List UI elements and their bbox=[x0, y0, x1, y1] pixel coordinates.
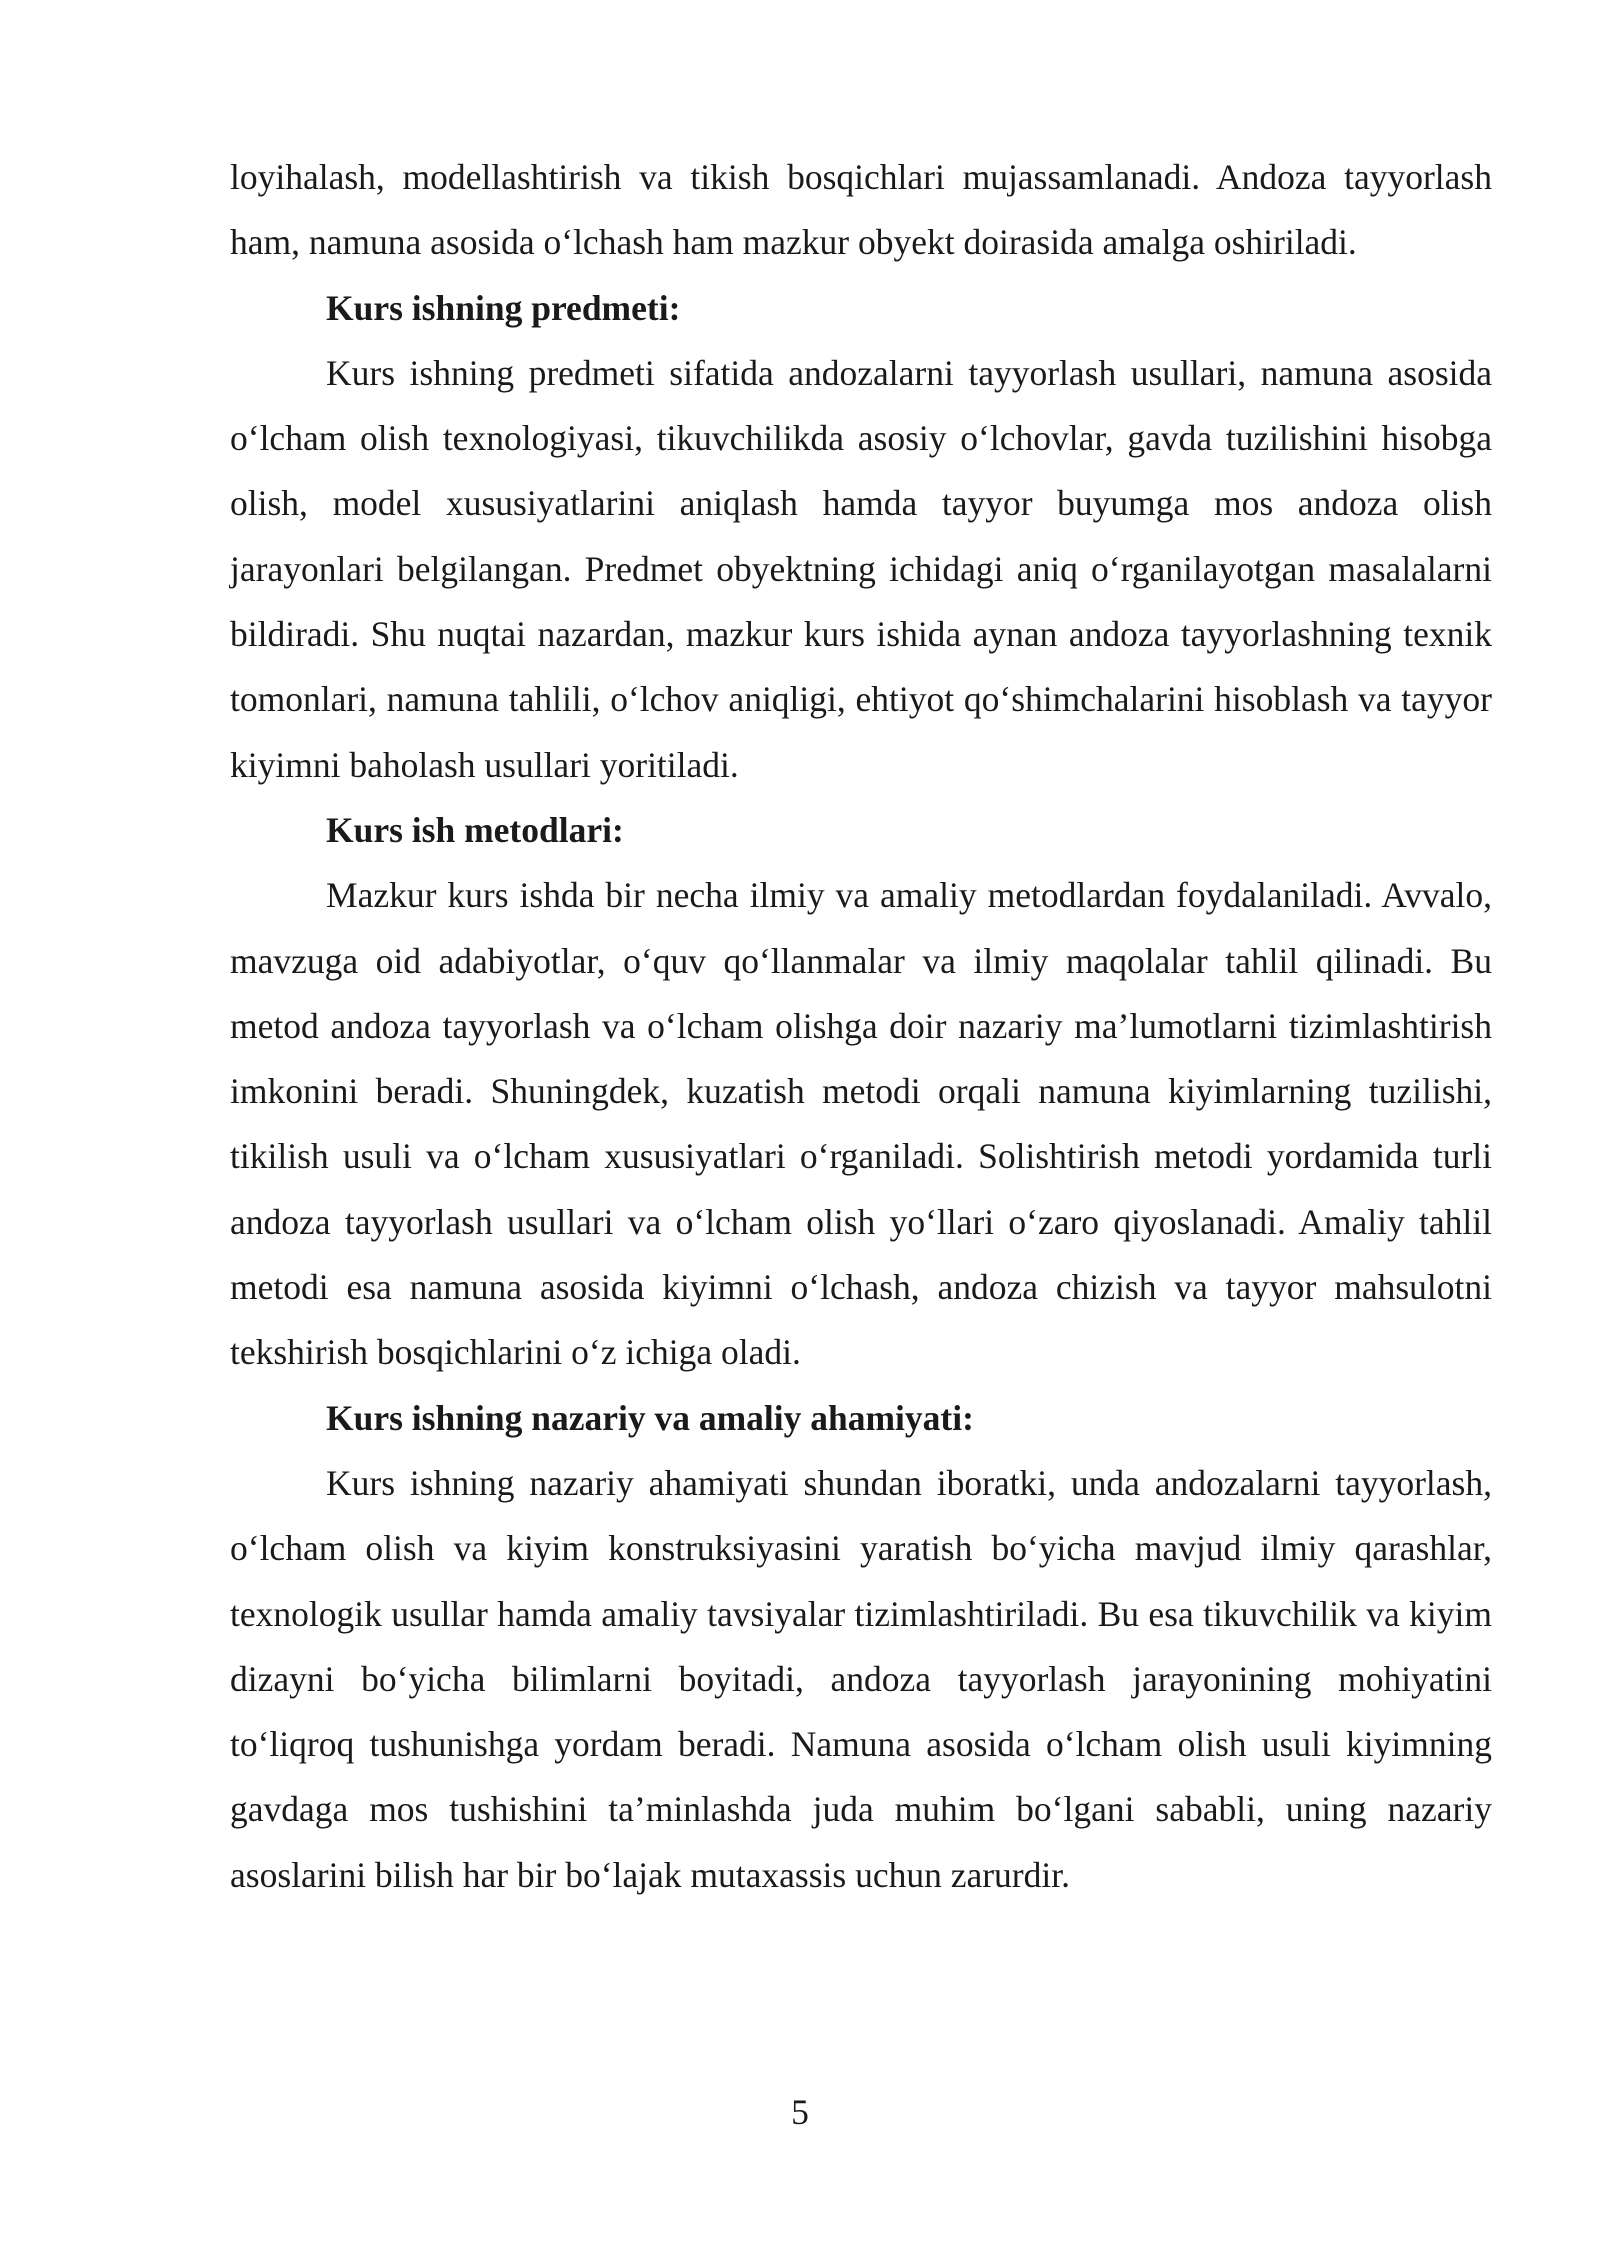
document-page bbox=[230, 145, 1492, 1908]
section-heading-metodlar: Kurs ish metodlari: bbox=[326, 809, 624, 850]
section-heading-ahamiyat: Kurs ishning nazariy va amaliy ahamiyati: bbox=[326, 1397, 974, 1438]
continuation-paragraph: loyihalash, modellashtirish va tikish bosqichlari mujassamlanadi. Andoza tayyorlash ham, namuna asosida o‘lchash ham mazkur obyekt doirasida amalga oshiriladi. bbox=[230, 157, 1492, 263]
section-body-ahamiyat: Kurs ishning nazariy ahamiyati shundan iboratki, unda andozalarni tayyorlash, o‘lcham olish va kiyim konstruksiyasini yaratish bo‘yicha mavjud ilmiy qarashlar, texnologik usullar hamda amaliy tavsiyalar tizimlashtiriladi. Bu esa tikuvchilik va kiyim dizayni bo‘yicha bilimlarni boyitadi, andoza tayyorlash jarayonining mohiyatini to‘liqroq tushunishga yordam beradi. Namuna asosida o‘lcham olish usuli kiyimning gavdaga mos tushishini ta’minlashda juda muhim bo‘lgani sababli, uning nazariy asoslarini bilish har bir bo‘lajak mutaxassis uchun zarurdir. bbox=[230, 1462, 1492, 1895]
section-heading-predmet: Kurs ishning predmeti: bbox=[326, 287, 681, 328]
page-number: 5 bbox=[791, 2092, 809, 2132]
section-body-predmet: Kurs ishning predmeti sifatida andozalarni tayyorlash usullari, namuna asosida o‘lcham olish texnologiyasi, tikuvchilikda asosiy o‘lchovlar, gavda tuzilishini hisobga olish, model xususiyatlarini aniqlash hamda tayyor buyumga mos andoza olish jarayonlari belgilangan. Predmet obyektning ichidagi aniq o‘rganilayotgan masalalarni bildiradi. Shu nuqtai nazardan, mazkur kurs ishida aynan andoza tayyorlashning texnik tomonlari, namuna tahlili, o‘lchov aniqligi, ehtiyot qo‘shimchalarini hisoblash va tayyor kiyimni baholash usullari yoritiladi. bbox=[230, 352, 1492, 785]
section-body-metodlar: Mazkur kurs ishda bir necha ilmiy va amaliy metodlardan foydalaniladi. Avvalo, mavzuga oid adabiyotlar, o‘quv qo‘llanmalar va ilmiy maqolalar tahlil qilinadi. Bu metod andoza tayyorlash va o‘lcham olishga doir nazariy ma’lumotlarni tizimlashtirish imkonini beradi. Shuningdek, kuzatish metodi orqali namuna kiyimlarning tuzilishi, tikilish usuli va o‘lcham xususiyatlari o‘rganiladi. Solishtirish metodi yordamida turli andoza tayyorlash usullari va o‘lcham olish yo‘llari o‘zaro qiyoslanadi. Amaliy tahlil metodi esa namuna asosida kiyimni o‘lchash, andoza chizish va tayyor mahsulotni tekshirish bosqichlarini o‘z ichiga oladi. bbox=[230, 875, 1492, 1373]
